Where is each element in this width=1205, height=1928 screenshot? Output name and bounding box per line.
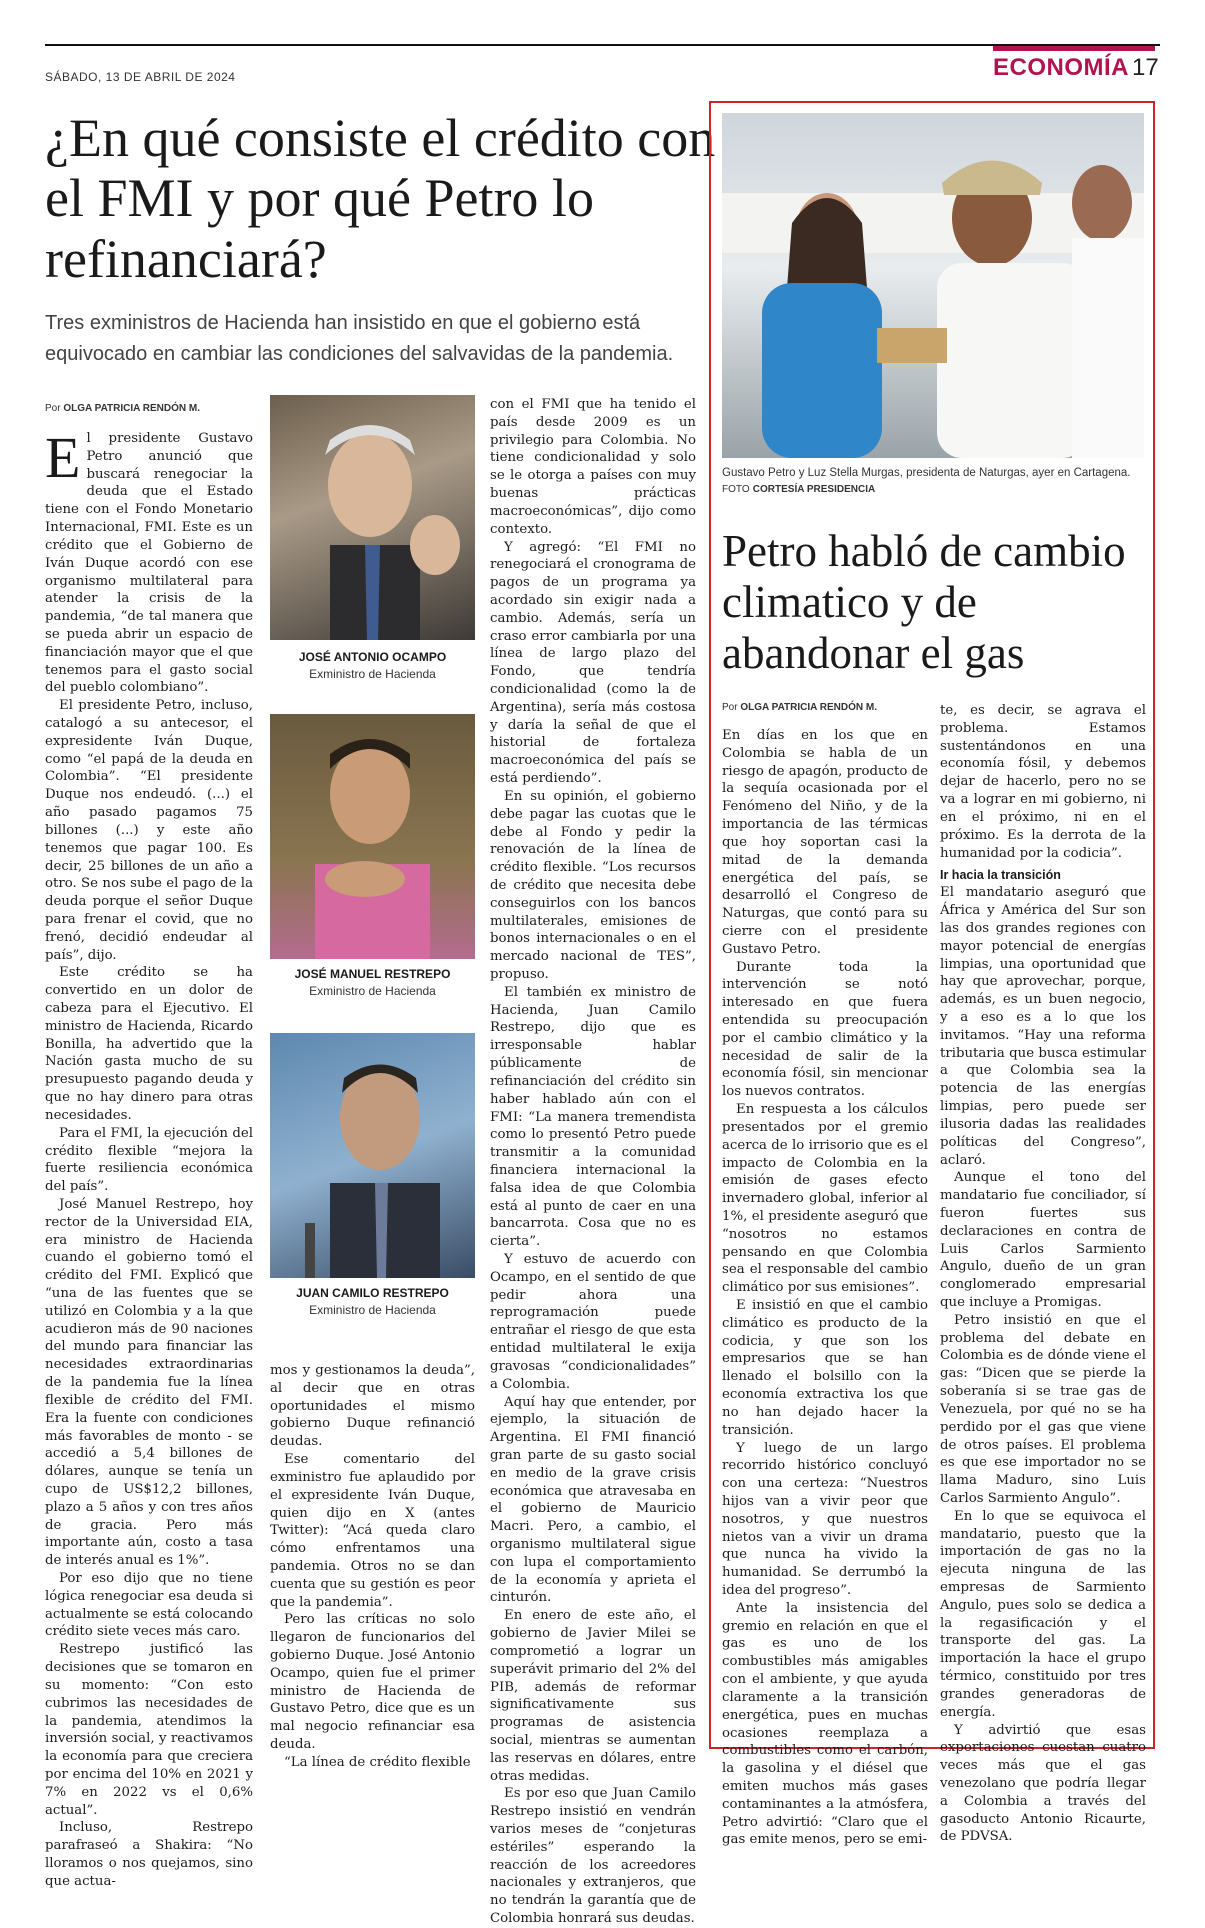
paragraph: te, es decir, se agrava el problema. Estamos sustentándonos en una economía fósil, y debemos dejar de hacerlo, pero no se va a lograr en mi gobierno, ni en el próximo, ni en el próximo. Es la derrota de la humanidad por la codicia”. bbox=[940, 703, 1146, 861]
portrait-jcrestrepo-photo bbox=[270, 1033, 475, 1278]
paragraph: Ante la insistencia del gremio en relación en que el gas es uno de los combustibles más amigables con el ambiente, y que ayuda claramente a la transición energética, pues en muchas ocasiones reemplaza a combustibles como el carbón, la gasolina y el diésel que emiten muchos más gases contaminantes a la atmósfera, Petro advirtió: “Claro que el gas emite menos, pero se emi- bbox=[722, 1600, 928, 1848]
byline-prefix: Por bbox=[45, 403, 61, 414]
portrait-jcrestrepo-name: JUAN CAMILO RESTREPO bbox=[296, 1286, 449, 1300]
section-name: ECONOMÍA bbox=[993, 54, 1129, 81]
main-headline: ¿En qué consiste el crédito con el FMI y por qué Petro lo refinanciará? bbox=[45, 108, 716, 289]
paragraph: mos y gestionamos la deuda”, al decir que en otras oportunidades el mismo gobierno Duque refinanció deudas. bbox=[270, 1363, 475, 1450]
paragraph: Durante toda la intervención se notó interesado en que fuera entendida su preocupación por el cambio climático y la necesidad de salir de la economía fósil, sin mencionar los nuevos contratos. bbox=[722, 959, 928, 1100]
portrait-ocampo-name: JOSÉ ANTONIO OCAMPO bbox=[298, 650, 447, 664]
byline-author: OLGA PATRICIA RENDÓN M. bbox=[740, 702, 878, 713]
caption-text: Gustavo Petro y Luz Stella Murgas, presidenta de Naturgas, ayer en Cartagena. bbox=[722, 467, 1131, 479]
portrait-jmrestrepo-name: JOSÉ MANUEL RESTREPO bbox=[294, 967, 451, 981]
paragraph: Restrepo justificó las decisiones que se tomaron en su momento: “Con esto cubrimos las necesidades de la pandemia, atendimos la inversión social, y reactivamos la economía para que creciera por encima del 10% en 2021 y 7% en 2022 vs el 0,6% actual”. bbox=[45, 1642, 253, 1818]
paragraph: Incluso, Restrepo parafraseó a Shakira: “No lloramos o nos quejamos, sino que actua- bbox=[45, 1820, 253, 1889]
byline-prefix: Por bbox=[722, 702, 738, 713]
sidebar-column-2 bbox=[940, 702, 1146, 1845]
sidebar-headline: Petro habló de cambio climatico y de abandonar el gas bbox=[722, 526, 1126, 678]
paragraph: Petro insistió en que el problema del debate en Colombia es de dónde viene el gas: “Dicen que se pierde la soberanía si se trae gas de Venezuela, por qué no se ha perdido por el gas que viene de otros países. El problema es que ese importador no se llama Maduro, sino Luis Carlos Sarmiento Angulo”. bbox=[940, 1312, 1146, 1506]
main-deck: Tres exministros de Hacienda han insistido en que el gobierno está equivocado en cambiar las condiciones del salvavidas de la pandemia. bbox=[45, 312, 674, 365]
paragraph: Y advirtió que esas exportaciones cuestan cuatro veces más que el gas venezolano que podría llegar a Colombia a través del gasoducto Antonio Ricaurte, de PDVSA. bbox=[940, 1722, 1146, 1845]
portrait-jmrestrepo-photo bbox=[270, 714, 475, 959]
paragraph: Aquí hay que entender, por ejemplo, la situación de Argentina. El FMI financió gran parte de su gasto social en medio de la grave crisis económica que atravesaba en el gobierno de Mauricio Macri. Pero, a cambio, el organismo multilateral sigue con lupa el comportamiento de la economía y aprieta el cinturón. bbox=[490, 1394, 696, 1606]
paragraph: En respuesta a los cálculos presentados por el gremio acerca de lo irrisorio que es el impacto de Colombia en la emisión de gases efecto invernadero global, inferior al 1%, el presidente aseguró que “nosotros no estamos pensando en que Colombia sea el responsable del cambio climático por sus emisiones”. bbox=[722, 1102, 928, 1296]
portrait-ocampo-figure bbox=[270, 395, 475, 640]
section-accent-bar bbox=[993, 46, 1155, 51]
main-column-2 bbox=[270, 1362, 475, 1770]
byline-author: OLGA PATRICIA RENDÓN M. bbox=[63, 403, 201, 414]
sidebar-photo bbox=[722, 113, 1144, 458]
caption-credit-label: FOTO bbox=[722, 484, 750, 496]
paragraph: Para el FMI, la ejecución del crédito flexible “mejora la fuerte resiliencia económica del país”. bbox=[45, 1125, 253, 1195]
portrait-jcrestrepo-role: Exministro de Hacienda bbox=[309, 1303, 436, 1317]
paragraph: con el FMI que ha tenido el país desde 2009 es un privilegio para Colombia. No tiene condicionalidad y solo se le otorga a países con muy buenas prácticas macroeconómicas”, dijo como contexto. bbox=[490, 397, 696, 537]
portrait-ocampo-role: Exministro de Hacienda bbox=[309, 667, 436, 681]
paragraph: Aunque el tono del mandatario fue conciliador, sí fueron fuertes sus declaraciones en contra de Luis Carlos Sarmiento Angulo, dueño de un gran conglomerado empresarial que incluye a Promigas. bbox=[940, 1170, 1146, 1310]
paragraph: Por eso dijo que no tiene lógica renegociar esa deuda si actualmente se está colocando crédito siete veces más caro. bbox=[45, 1571, 253, 1640]
paragraph: “La línea de crédito flexible bbox=[284, 1754, 471, 1770]
paragraph: El presidente Gustavo Petro anunció que buscará renegociar la deuda que el Estado tiene con el Fondo Monetario Internacional, FMI. Este es un crédito que el Gobierno de Iván Duque acordó con ese organismo multilateral para atender la crisis de la pandemia, “de tal manera que se pueda abrir un espacio de financiación mayor que el que tenemos para el gasto social del pueblo colombiano”. bbox=[45, 425, 253, 696]
paragraph: Este crédito se ha convertido en un dolor de cabeza para el Ejecutivo. El ministro de Hacienda, Ricardo Bonilla, ha advertido que la Nación gasta mucho de su presupuesto pagando deuda y que no hay dinero para otras necesidades. bbox=[45, 965, 253, 1123]
paragraph: Es por eso que Juan Camilo Restrepo insistió en vendrán varios meses de “conjeturas estériles” esperando la reacción de los acreedores nacionales y extranjeros, que no tendrán la garantía que de Colombia honrará sus deudas. bbox=[490, 1786, 696, 1927]
paragraph: Y agregó: “El FMI no renegociará el cronograma de pagos de un programa ya acordado sin exigir nada a cambio. Además, sería un craso error cambiarla por una línea de largo plazo del Fondo, que tendría condicionalidad (como la de Argentina), sería más costosa y daría la señal de que el historial de fortaleza macroeconómica del país se está perdiendo”. bbox=[490, 539, 696, 787]
paragraph: José Manuel Restrepo, hoy rector de la Universidad EIA, era ministro de Hacienda cuando el gobierno tomó el crédito del FMI. Explicó que “una de las fuentes que se utilizó en Colombia y a la que acudieron más de 90 naciones del mundo para financiar las necesidades extraordinarias de la pandemia fue la línea flexible de crédito del FMI. Era la fuente con condiciones más favorables de monto - se accedió a 5,4 billones de dólares, aunque se tenía un cupo de US$12,2 billones, plazo a 5 años y con tres años de gracia. Pero más importante aún, costo a tasa de interés anual es 1%”. bbox=[45, 1196, 253, 1569]
portrait-jmrestrepo-figure bbox=[270, 714, 475, 959]
main-column-1 bbox=[45, 425, 253, 1889]
paragraph: Ese comentario del exministro fue aplaudido por el expresidente Iván Duque, quien dijo en X (antes Twitter): “Acá queda claro cómo enfrentamos una pandemia. Otros no se dan cuenta que su gestión es peor que la pandemia”. bbox=[270, 1452, 475, 1610]
paragraph: En enero de este año, el gobierno de Javier Milei se comprometió a lograr un superávit primario del 2% del PIB, además de reformar significativamente sus programas de asistencia social, mientras se aumentan las reservas en dólares, entre otras medidas. bbox=[490, 1608, 696, 1784]
paragraph: Y luego de un largo recorrido histórico concluyó con una certeza: “Nuestros hijos van a vivir peor que nosotros, y que nuestros nietos van a vivir un drama que nunca ha vivido la humanidad. Se derrumbó la idea del progreso”. bbox=[722, 1440, 928, 1598]
sidebar-subhead: Ir hacia la transición bbox=[940, 868, 1061, 883]
caption-credit: CORTESÍA PRESIDENCIA bbox=[752, 484, 876, 496]
paragraph: E insistió en que el cambio climático es producto de la codicia, y que son los empresarios que se han llenado el bolsillo con la economía extractiva los que no han dejado hacer la transición. bbox=[722, 1298, 928, 1438]
portrait-ocampo-photo bbox=[270, 395, 475, 640]
portrait-jcrestrepo-figure bbox=[270, 1033, 475, 1278]
paragraph: Y estuvo de acuerdo con Ocampo, en el sentido de que pedir ahora una reprogramación puede entrañar el riesgo de que esta entidad multilateral le exija gravosas “condicionalidades” a Colombia. bbox=[490, 1252, 696, 1392]
paragraph: En días en los que en Colombia se habla de un riesgo de apagón, producto de la sequía ocasionada por el Fenómeno del Niño, y de la importancia de las térmicas que hoy soportan casi la mitad de la demanda energética del país, se desarrolló el Congreso de Naturgas, que contó para su cierre con el presidente Gustavo Petro. bbox=[722, 728, 928, 957]
paragraph: El presidente Petro, incluso, catalogó a su antecesor, el expresidente Iván Duque, como “el papá de la deuda en Colombia”. “El presidente Duque nos endeudó. (...) el año pasado pagamos 75 billones (...) y este año tenemos que pagar 100. Es decir, 25 billones de un año a otro. Se nos sube el pago de la deuda porque el señor Duque para frenar el covid, que no frenó, decidió endeudar al país”, dijo. bbox=[45, 698, 253, 963]
paragraph: En su opinión, el gobierno debe pagar las cuotas que le debe al Fondo y pedir la renovación de la línea de crédito flexible. “Los recursos de crédito que necesita debe conseguirlos con los bancos multilaterales, emisiones de bonos internacionales o en el mercado nacional de TES”, propuso. bbox=[490, 788, 696, 982]
sidebar-photo-caption bbox=[722, 465, 1147, 497]
drop-cap: E bbox=[45, 425, 81, 490]
sidebar-photo-figures bbox=[722, 113, 1144, 458]
paragraph: El también ex ministro de Hacienda, Juan Camilo Restrepo, dijo que es irresponsable hablar públicamente de refinanciación del crédito sin haber hablado aún con el FMI: “La manera tremendista como lo presentó Petro puede transmitir a la comunidad financiera internacional la falsa idea de que Colombia está al punto de caer en una bancarrota. Cosa que no es cierta”. bbox=[490, 984, 696, 1250]
portrait-jmrestrepo-role: Exministro de Hacienda bbox=[309, 984, 436, 998]
main-column-3 bbox=[490, 396, 696, 1927]
paragraph: Pero las críticas no solo llegaron de funcionarios del gobierno Duque. José Antonio Ocampo, quien fue el primer ministro de Hacienda de Gustavo Petro, dice que es un mal negocio refinanciar esa deuda. bbox=[270, 1612, 475, 1753]
sidebar-column-1 bbox=[722, 727, 928, 1848]
issue-date: SÁBADO, 13 DE ABRIL DE 2024 bbox=[45, 70, 236, 84]
page-number: 17 bbox=[1132, 54, 1159, 81]
paragraph: El mandatario aseguró que África y América del Sur son las dos grandes regiones con mayor potencial de energías limpias, una oportunidad que hay que aprovechar, porque, además, es un buen negocio, y a eso es a lo que los invitamos. “Hay una reforma tributaria que busca estimular a que Colombia sea la potencia de las energías limpias, pero puede ser ilusoria dadas las realidades políticas del Congreso”, aclaró. bbox=[940, 885, 1146, 1168]
sidebar-byline bbox=[722, 702, 877, 713]
main-byline bbox=[45, 403, 200, 414]
paragraph: En lo que se equivoca el mandatario, puesto que la importación de gas no la ejecuta ninguna de las empresas de Sarmiento Angulo, pues solo se dedica a la regasificación y el transporte del gas. La importación la hace el grupo térmico, constituido por tres grandes generadoras de energía. bbox=[940, 1508, 1146, 1720]
